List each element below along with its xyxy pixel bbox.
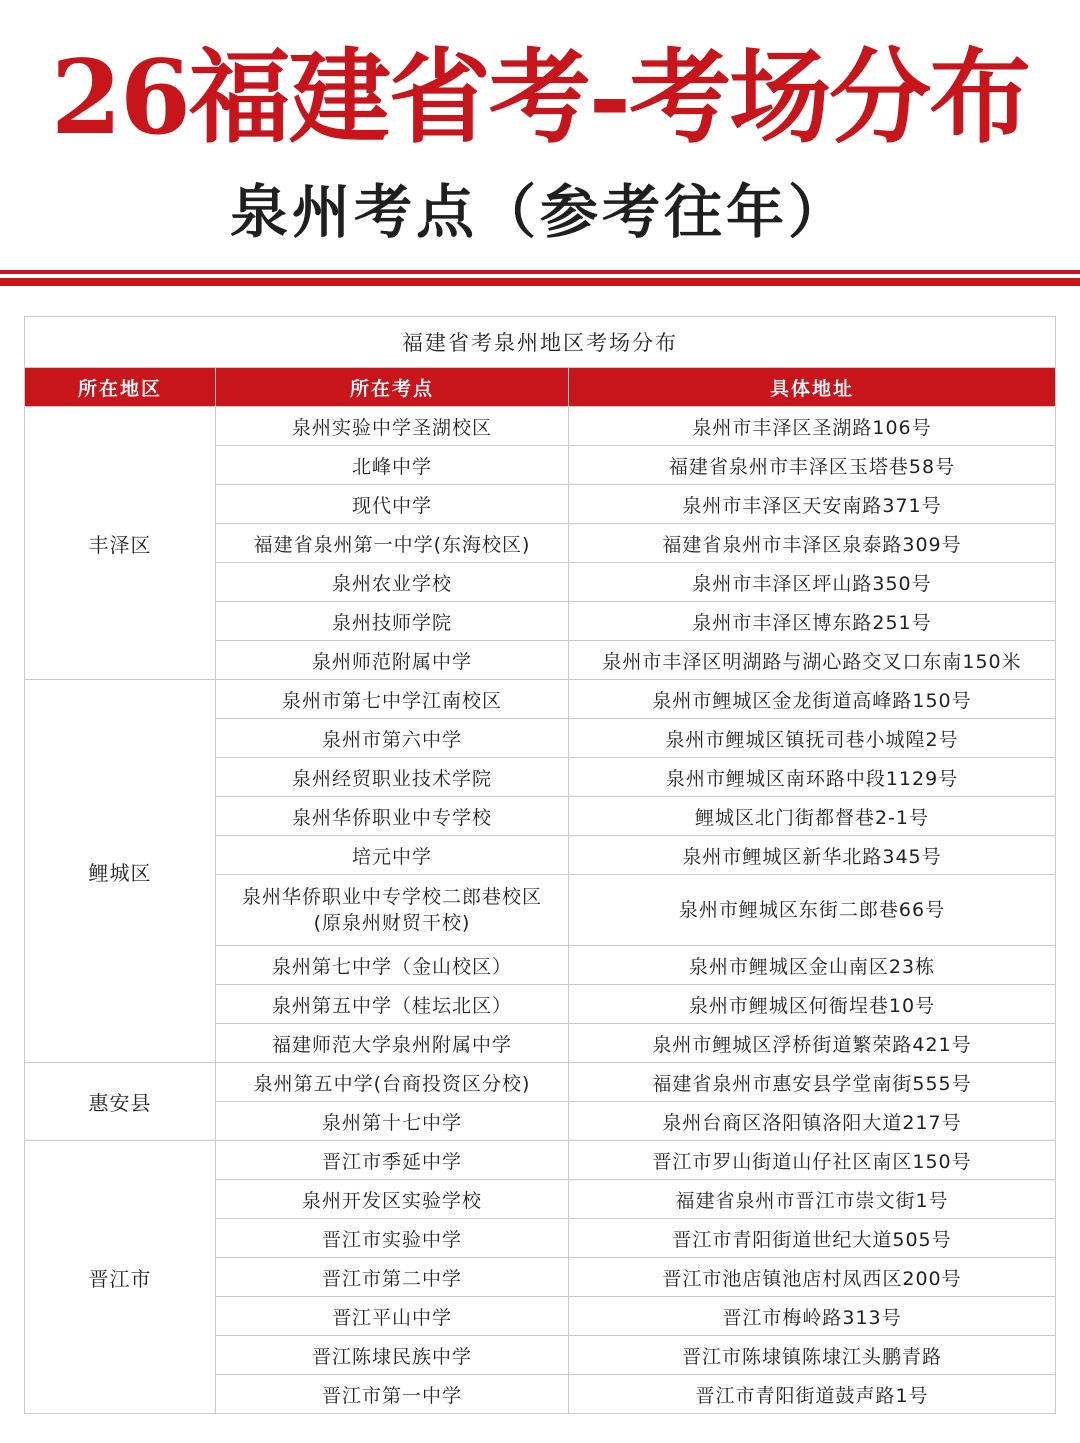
table-caption-row: [25, 317, 1056, 368]
site-cell: [216, 485, 569, 524]
site-cell: [216, 446, 569, 485]
address-cell: 晋江市青阳街道鼓声路1号: [569, 1375, 1056, 1414]
address-cell: 晋江市青阳街道世纪大道505号: [569, 1219, 1056, 1258]
address-cell: 泉州市鲤城区何衙埕巷10号: [569, 985, 1056, 1024]
column-header-site: 所在考点: [216, 368, 569, 407]
address-cell: 泉州市鲤城区东街二郎巷66号: [569, 875, 1056, 946]
site-name: 北峰中学: [351, 455, 432, 478]
site-cell: [216, 602, 569, 641]
site-name: 晋江平山中学: [331, 1306, 452, 1329]
address-cell: 泉州市丰泽区圣湖路106号: [569, 407, 1056, 446]
site-name: 晋江市第二中学: [321, 1267, 462, 1290]
site-name: 泉州技师学院: [331, 611, 452, 634]
table-row: [25, 680, 1056, 719]
address-cell: 泉州市鲤城区南环路中段1129号: [569, 758, 1056, 797]
region-cell: 丰泽区: [25, 407, 216, 680]
exam-site-table: [24, 316, 1056, 1414]
site-name: 泉州第十七中学: [321, 1111, 462, 1134]
site-name: 福建省泉州第一中学(东海校区): [253, 533, 531, 556]
site-name: 泉州开发区实验学校: [301, 1189, 482, 1212]
site-name: 泉州第五中学(台商投资区分校): [253, 1072, 531, 1095]
site-cell: [216, 680, 569, 719]
address-cell: 泉州市鲤城区金山南区23栋: [569, 946, 1056, 985]
column-header-address: 具体地址: [569, 368, 1056, 407]
site-name: 晋江市季延中学: [321, 1150, 462, 1173]
site-cell: [216, 1219, 569, 1258]
site-name: 晋江陈埭民族中学: [311, 1345, 472, 1368]
site-cell: [216, 875, 569, 946]
column-header-region: 所在地区: [25, 368, 216, 407]
site-cell: [216, 1024, 569, 1063]
site-cell: [216, 836, 569, 875]
site-cell: [216, 797, 569, 836]
address-cell: 福建省泉州市丰泽区玉塔巷58号: [569, 446, 1056, 485]
site-cell: [216, 524, 569, 563]
site-name: 培元中学: [351, 845, 432, 868]
address-cell: 泉州市鲤城区新华北路345号: [569, 836, 1056, 875]
site-name: 泉州经贸职业技术学院: [291, 767, 492, 790]
site-cell: [216, 1297, 569, 1336]
site-name: 泉州师范附属中学: [311, 650, 472, 673]
site-name: 泉州实验中学圣湖校区: [291, 416, 492, 439]
site-cell: [216, 985, 569, 1024]
address-cell: 鲤城区北门街都督巷2-1号: [569, 797, 1056, 836]
address-cell: 晋江市罗山街道山仔社区南区150号: [569, 1141, 1056, 1180]
site-name: 泉州市第六中学: [321, 728, 462, 751]
site-cell: [216, 1258, 569, 1297]
region-cell: 鲤城区: [25, 680, 216, 1063]
address-cell: 泉州市鲤城区金龙街道高峰路150号: [569, 680, 1056, 719]
exam-site-table-container: [24, 316, 1055, 1414]
table-header-row: [25, 368, 1056, 407]
address-cell: 福建省泉州市惠安县学堂南街555号: [569, 1063, 1056, 1102]
site-name: 泉州市第七中学江南校区: [281, 689, 502, 712]
address-cell: 泉州市鲤城区镇抚司巷小城隍2号: [569, 719, 1056, 758]
region-cell: 惠安县: [25, 1063, 216, 1141]
address-cell: 福建省泉州市丰泽区泉泰路309号: [569, 524, 1056, 563]
address-cell: 福建省泉州市晋江市崇文街1号: [569, 1180, 1056, 1219]
table-row: [25, 1141, 1056, 1180]
page-title: 26福建省考-考场分布: [50, 38, 1030, 158]
site-cell: [216, 1141, 569, 1180]
site-cell: [216, 641, 569, 680]
site-name: 泉州华侨职业中专学校: [291, 806, 492, 829]
divider-thin: [0, 270, 1080, 274]
site-name-note: (原泉州财贸干校): [313, 912, 471, 934]
address-cell: 泉州市丰泽区天安南路371号: [569, 485, 1056, 524]
site-name: 泉州第五中学（桂坛北区）: [271, 994, 512, 1017]
address-cell: 泉州市丰泽区坪山路350号: [569, 563, 1056, 602]
site-cell: [216, 719, 569, 758]
site-cell: [216, 1102, 569, 1141]
site-cell: [216, 1375, 569, 1414]
site-cell: [216, 1336, 569, 1375]
address-cell: 晋江市梅岭路313号: [569, 1297, 1056, 1336]
region-cell: 晋江市: [25, 1141, 216, 1414]
address-cell: 泉州市丰泽区明湖路与湖心路交叉口东南150米: [569, 641, 1056, 680]
address-cell: 泉州台商区洛阳镇洛阳大道217号: [569, 1102, 1056, 1141]
site-cell: [216, 1180, 569, 1219]
site-name: 现代中学: [351, 494, 432, 517]
address-cell: 泉州市丰泽区博东路251号: [569, 602, 1056, 641]
table-row: [25, 1063, 1056, 1102]
site-cell: [216, 1063, 569, 1102]
site-cell: [216, 563, 569, 602]
address-cell: 泉州市鲤城区浮桥街道繁荣路421号: [569, 1024, 1056, 1063]
site-name: 泉州第七中学（金山校区）: [271, 955, 512, 978]
site-cell: [216, 758, 569, 797]
site-name: 泉州华侨职业中专学校二郎巷校区: [241, 886, 542, 908]
site-name: 福建师范大学泉州附属中学: [271, 1033, 512, 1056]
divider-thick: [0, 278, 1080, 286]
address-cell: 晋江市池店镇池店村凤西区200号: [569, 1258, 1056, 1297]
table-row: [25, 407, 1056, 446]
site-name: 晋江市实验中学: [321, 1228, 462, 1251]
site-name: 泉州农业学校: [331, 572, 452, 595]
site-cell: [216, 407, 569, 446]
site-name: 晋江市第一中学: [321, 1384, 462, 1407]
site-cell: [216, 946, 569, 985]
page-subtitle: 泉州考点（参考往年）: [229, 178, 850, 246]
table-caption: 福建省考泉州地区考场分布: [25, 317, 1056, 368]
address-cell: 晋江市陈埭镇陈埭江头鹏青路: [569, 1336, 1056, 1375]
